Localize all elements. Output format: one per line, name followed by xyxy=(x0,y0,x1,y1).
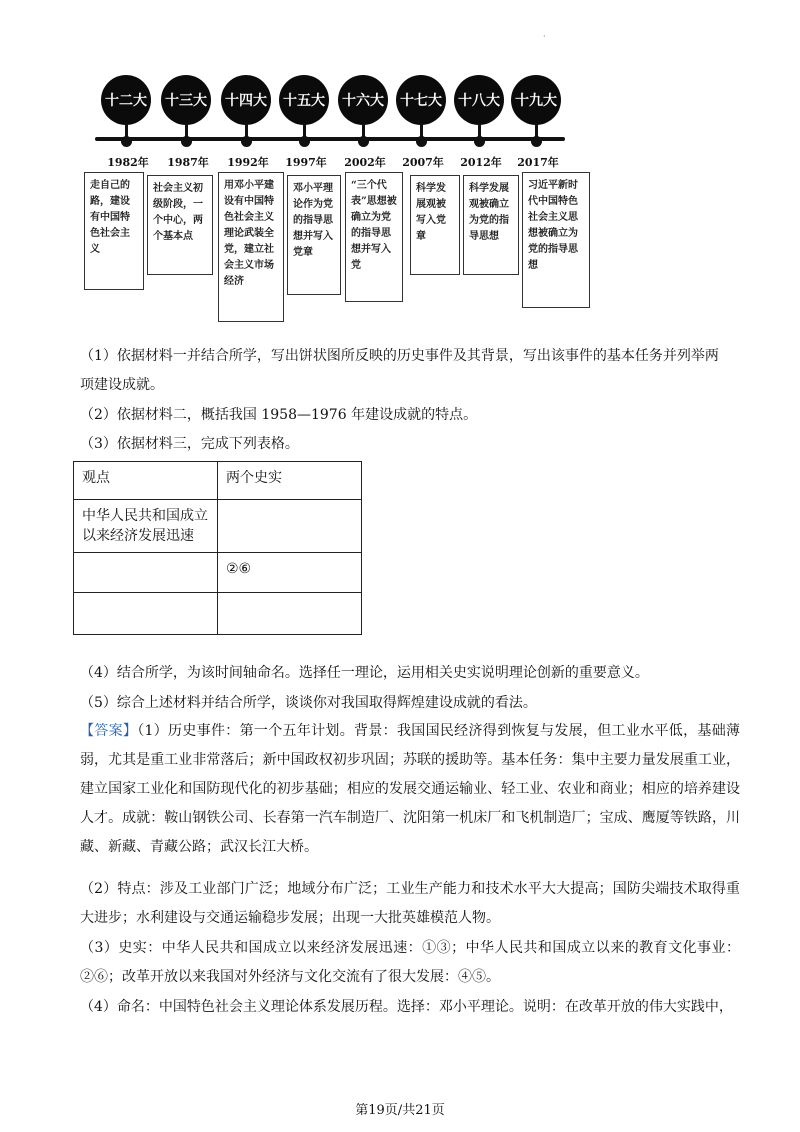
question-1-line2: 项建设成就。 xyxy=(80,377,164,393)
answer-tag: 【答案】 xyxy=(80,723,138,739)
question-3: （3）依据材料三，完成下列表格。 xyxy=(80,436,299,452)
timeline-box: 邓小平理论作为党的指导思想并写入党章 xyxy=(287,175,341,295)
table-cell: 中华人民共和国成立以来经济发展迅速 xyxy=(74,500,218,553)
page-number: 第19页/共21页 xyxy=(355,1103,445,1118)
node-label: 十七大 xyxy=(396,75,446,125)
node-label: 十三大 xyxy=(161,75,211,125)
question-5: （5）综合上述材料并结合所学，谈谈你对我国取得辉煌建设成就的看法。 xyxy=(80,695,537,711)
timeline-box: 习近平新时代中国特色社会主义思想被确立为党的指导思想 xyxy=(522,172,590,308)
answer-table xyxy=(73,461,362,635)
timeline-figure xyxy=(0,0,800,330)
timeline-box: “三个代表”思想被确立为党的指导思想并写入党 xyxy=(345,172,403,302)
node-label: 十五大 xyxy=(279,75,329,125)
timeline-box: 社会主义初级阶段，一个中心，两个基本点 xyxy=(147,175,213,275)
question-2: （2）依据材料二，概括我国 1958—1976 年建设成就的特点。 xyxy=(80,407,478,423)
node-year: 1997年 xyxy=(285,156,327,169)
question-1-line1: （1）依据材料一并结合所学，写出饼状图所反映的历史事件及其背景，写出该事件的基本任务并列举两 xyxy=(80,348,719,364)
timeline-box: 科学发展观被确立为党的指导思想 xyxy=(463,175,519,275)
node-label: 十二大 xyxy=(101,75,151,125)
node-year: 2002年 xyxy=(344,156,386,169)
table-cell xyxy=(74,593,218,635)
table-cell xyxy=(218,500,362,553)
timeline-box: 用邓小平建设有中国特色社会主义理论武装全党，建立社会主义市场经济 xyxy=(218,172,284,322)
answer-4: （4）命名：中国特色社会主义理论体系发展历程。选择：邓小平理论。说明：在改革开放的伟大实践中， xyxy=(80,999,733,1015)
node-year: 1982年 xyxy=(107,156,149,169)
node-label: 十八大 xyxy=(454,75,504,125)
table-cell xyxy=(74,553,218,593)
table-header-facts: 两个史实 xyxy=(218,462,362,500)
table-cell: ②⑥ xyxy=(218,553,362,593)
node-year: 2007年 xyxy=(402,156,444,169)
node-year: 1992年 xyxy=(227,156,269,169)
timeline-axis xyxy=(95,137,565,141)
node-year: 1987年 xyxy=(167,156,209,169)
node-year: 2012年 xyxy=(460,156,502,169)
document-page: · 十二大 1982年 十三大 1987年 十四大 1992年 十五大 1997年 十六大 2002年 十七大 2007年 十八大 2012年 十九大 2017年 走自己的路，建设有中国特色社会主义 社会主义初级阶段，一个中心，两个基本点 用邓小平建设有中国特色社会主义理论武装全党，建立社会主义市场经济 邓小平理论作为党的指导思想并写入党章 “三个代表”思想被确立为党的指导思想并写入党 科学发展观被写入党章 科学发展观被确立为党的指导思想 习近平新时代中国特色社会主义思想被确立为党的指导思想 （1）依据材料一并结合所学，写出饼状图所反映的历史事件及其背景，写出该事件的基本任务并列举两 项建设成就。 （2）依据材料二，概括我国 1958—1976 年建设成就的特点。 （3）依据材料三，完成下列表格。 观点 两个史实 中华人民共和国成立以来经济发展迅速 ②⑥ （4）结合所学，为该时间轴命名。选择任一理论，运用相关史实说明理论创新的重要意义。 （5）综合上述材料并结合所学，谈谈你对我国取得辉煌建设成就的看法。 【答案】（1）历史事件：第一个五年计划。背景：我国国民经济得到恢复与发展，但工业水平低，基础薄弱，尤其是重工业非常落后；新中国政权初步巩固；苏联的援助等。基本任务：集中主要力量发展重工业，建立国家工业化和国防现代化的初步基础；相应的发展交通运输业、轻工业、农业和商业；相应的培养建设人才。成就：鞍山钢铁公司、长春第一汽车制造厂、沈阳第一机床厂和飞机制造厂；宝成、鹰厦等铁路，川藏、新藏、青藏公路；武汉长江大桥。 （2）特点：涉及工业部门广泛；地域分布广泛；工业生产能力和技术水平大大提高；国防尖端技术取得重大进步；水利建设与交通运输稳步发展；出现一大批英雄模范人物。 （3）史实：中华人民共和国成立以来经济发展迅速：①③；中华人民共和国成立以来的教育文化事业：②⑥；改革开放以来我国对外经济与文化交流有了很大发展：④⑤。 （4）命名：中国特色社会主义理论体系发展历程。选择：邓小平理论。说明：在改革开放的伟大实践中， 第19页/共21页 xyxy=(0,0,800,1132)
answer-1: 【答案】（1）历史事件：第一个五年计划。背景：我国国民经济得到恢复与发展，但工业水平低，基础薄弱，尤其是重工业非常落后；新中国政权初步巩固；苏联的援助等。基本任务：集中主要力量发展重工业，建立国家工业化和国防现代化的初步基础；相应的发展交通运输业、轻工业、农业和商业；相应的培养建设人才。成就：鞍山钢铁公司、长春第一汽车制造厂、沈阳第一机床厂和飞机制造厂；宝成、鹰厦等铁路，川藏、新藏、青藏公路；武汉长江大桥。 xyxy=(80,723,741,855)
answer-2: （2）特点：涉及工业部门广泛；地域分布广泛；工业生产能力和技术水平大大提高；国防尖端技术取得重大进步；水利建设与交通运输稳步发展；出现一大批英雄模范人物。 xyxy=(80,881,740,926)
node-label: 十六大 xyxy=(338,75,388,125)
node-label: 十九大 xyxy=(511,75,561,125)
timeline-box: 走自己的路，建设有中国特色社会主义 xyxy=(84,172,144,290)
node-label: 十四大 xyxy=(221,75,271,125)
node-year: 2017年 xyxy=(517,156,559,169)
table-header-view: 观点 xyxy=(74,462,218,500)
timeline-box: 科学发展观被写入党章 xyxy=(410,175,460,275)
table-cell xyxy=(218,593,362,635)
question-4: （4）结合所学，为该时间轴命名。选择任一理论，运用相关史实说明理论创新的重要意义。 xyxy=(80,665,649,681)
answer-3: （3）史实：中华人民共和国成立以来经济发展迅速：①③；中华人民共和国成立以来的教育文化事业：②⑥；改革开放以来我国对外经济与文化交流有了很大发展：④⑤。 xyxy=(80,940,740,985)
